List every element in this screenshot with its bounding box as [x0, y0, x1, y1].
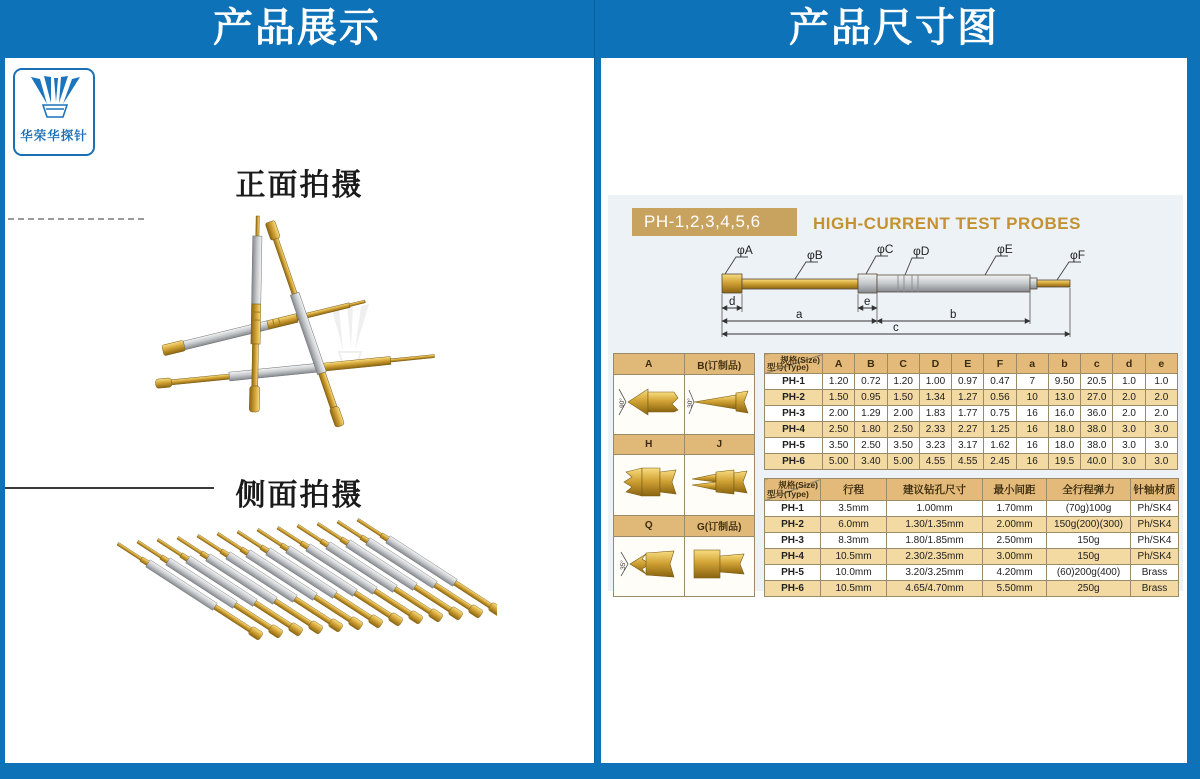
data-tables: [764, 353, 1179, 597]
table-cell: 18.0: [1048, 438, 1080, 454]
table-cell: 36.0: [1081, 406, 1113, 422]
column-header: 针轴材质: [1131, 479, 1179, 501]
table-cell: 2.00: [823, 406, 855, 422]
table-cell: 19.5: [1048, 454, 1080, 470]
table-cell: 1.50: [887, 390, 919, 406]
tip-A-icon: [616, 382, 682, 422]
table-cell: 2.50: [887, 422, 919, 438]
table-cell: 13.0: [1048, 390, 1080, 406]
table-cell: 150g: [1047, 533, 1131, 549]
table-cell: (60)200g(400): [1047, 565, 1131, 581]
tip-label: Q: [614, 515, 685, 536]
right-panel-content: [601, 58, 1187, 763]
tip-style-table: [613, 353, 755, 597]
table-cell: 0.95: [855, 390, 887, 406]
table-cell: 4.55: [952, 454, 984, 470]
table-cell: 3.40: [855, 454, 887, 470]
side-shot-label: 侧面拍摄: [235, 479, 364, 512]
table-cell: 38.0: [1081, 422, 1113, 438]
table-cell: 1.70mm: [983, 501, 1047, 517]
table-cell: 2.27: [952, 422, 984, 438]
table-cell: Ph/SK4: [1131, 533, 1179, 549]
svg-text:φC: φC: [877, 242, 894, 256]
table-cell: 1.83: [919, 406, 951, 422]
table-cell: 0.72: [855, 374, 887, 390]
column-header: E: [952, 354, 984, 374]
table-cell: 3.5mm: [821, 501, 887, 517]
svg-text:90°: 90°: [618, 398, 626, 409]
model-banner: PH-1,2,3,4,5,6: [632, 208, 797, 236]
table-cell: 3.0: [1145, 438, 1177, 454]
svg-text:φD: φD: [913, 244, 930, 258]
table-cell: 3.0: [1113, 438, 1145, 454]
table-cell: 3.17: [952, 438, 984, 454]
table-cell: 1.0: [1113, 374, 1145, 390]
tip-B-icon: [686, 382, 752, 422]
table-cell: 3.50: [887, 438, 919, 454]
svg-text:e: e: [864, 296, 871, 308]
series-title: HIGH-CURRENT TEST PROBES: [813, 214, 1081, 233]
watermark-icon: [331, 304, 369, 364]
row-type: PH-2: [765, 517, 821, 533]
row-type: PH-6: [765, 581, 821, 597]
tip-J-icon: [686, 462, 752, 502]
table-cell: 1.34: [919, 390, 951, 406]
table-cell: 1.20: [823, 374, 855, 390]
row-type: PH-1: [765, 501, 821, 517]
table-cell: 27.0: [1081, 390, 1113, 406]
tip-label: J: [684, 435, 755, 455]
table-cell: 1.25: [984, 422, 1016, 438]
row-type: PH-2: [765, 390, 823, 406]
table-cell: 3.0: [1113, 454, 1145, 470]
side-photo: [117, 508, 497, 758]
corner-cell: 规格(Size) 型号(Type): [765, 479, 821, 501]
table-cell: 16: [1016, 438, 1048, 454]
row-type: PH-5: [765, 565, 821, 581]
row-type: PH-4: [765, 422, 823, 438]
tables-area: [613, 353, 1179, 597]
table-cell: 5.00: [887, 454, 919, 470]
table-cell: 5.50mm: [983, 581, 1047, 597]
column-header: d: [1113, 354, 1145, 374]
table-cell: 20.5: [1081, 374, 1113, 390]
left-panel-title: 产品展示: [0, 0, 594, 58]
probe-drawing: [608, 241, 1183, 351]
corner-cell: 规格(Size) 型号(Type): [765, 354, 823, 374]
table-cell: 2.33: [919, 422, 951, 438]
row-type: PH-5: [765, 438, 823, 454]
table-cell: (70g)100g: [1047, 501, 1131, 517]
table-cell: 1.50: [823, 390, 855, 406]
table-cell: 18.0: [1048, 422, 1080, 438]
row-type: PH-4: [765, 549, 821, 565]
tip-H-icon: [616, 462, 682, 502]
table-cell: 2.50: [855, 438, 887, 454]
table-cell: 6.0mm: [821, 517, 887, 533]
svg-text:30°: 30°: [687, 398, 695, 409]
column-header: 行程: [821, 479, 887, 501]
table-cell: 0.75: [984, 406, 1016, 422]
table-cell: 3.50: [823, 438, 855, 454]
row-type: PH-3: [765, 533, 821, 549]
table-cell: 40.0: [1081, 454, 1113, 470]
row-type: PH-3: [765, 406, 823, 422]
table-cell: 2.00: [887, 406, 919, 422]
column-header: c: [1081, 354, 1113, 374]
crown-logo-icon: [23, 74, 85, 124]
table-cell: 3.0: [1113, 422, 1145, 438]
table-cell: 4.55: [919, 454, 951, 470]
table-cell: 16.0: [1048, 406, 1080, 422]
table-cell: 4.65/4.70mm: [887, 581, 983, 597]
table-cell: 0.47: [984, 374, 1016, 390]
table-cell: Ph/SK4: [1131, 549, 1179, 565]
column-header: C: [887, 354, 919, 374]
table-cell: 4.20mm: [983, 565, 1047, 581]
column-header: F: [984, 354, 1016, 374]
column-header: 全行程弹力: [1047, 479, 1131, 501]
table-cell: 3.00mm: [983, 549, 1047, 565]
table-cell: 1.29: [855, 406, 887, 422]
tip-label: B(订制品): [684, 354, 755, 375]
table-cell: 1.30/1.35mm: [887, 517, 983, 533]
table-cell: Brass: [1131, 581, 1179, 597]
table-cell: 2.0: [1145, 390, 1177, 406]
row-type: PH-6: [765, 454, 823, 470]
table-cell: 10.0mm: [821, 565, 887, 581]
tip-G-icon: [686, 544, 752, 584]
spec-table: [764, 478, 1179, 597]
table-cell: 16: [1016, 406, 1048, 422]
table-cell: 1.77: [952, 406, 984, 422]
column-header: 最小间距: [983, 479, 1047, 501]
svg-text:35°: 35°: [619, 559, 627, 570]
table-cell: 3.0: [1145, 422, 1177, 438]
table-cell: 7: [1016, 374, 1048, 390]
table-cell: 1.80: [855, 422, 887, 438]
table-cell: 250g: [1047, 581, 1131, 597]
table-cell: 38.0: [1081, 438, 1113, 454]
row-type: PH-1: [765, 374, 823, 390]
table-cell: 2.45: [984, 454, 1016, 470]
table-cell: 150g: [1047, 549, 1131, 565]
table-cell: 10.5mm: [821, 549, 887, 565]
table-cell: 2.0: [1113, 390, 1145, 406]
table-cell: 9.50: [1048, 374, 1080, 390]
dimension-table: [764, 353, 1178, 470]
column-header: e: [1145, 354, 1177, 374]
svg-text:c: c: [893, 322, 899, 334]
svg-text:φA: φA: [737, 243, 753, 257]
tip-Q-icon: [616, 544, 682, 584]
table-cell: 1.27: [952, 390, 984, 406]
table-cell: 1.80/1.85mm: [887, 533, 983, 549]
table-cell: 2.50: [823, 422, 855, 438]
table-cell: 3.20/3.25mm: [887, 565, 983, 581]
table-cell: Ph/SK4: [1131, 517, 1179, 533]
table-cell: 10.5mm: [821, 581, 887, 597]
front-photo: [93, 210, 523, 472]
product-display-panel: [0, 0, 594, 763]
table-cell: Brass: [1131, 565, 1179, 581]
table-cell: 8.3mm: [821, 533, 887, 549]
table-cell: 2.0: [1113, 406, 1145, 422]
table-cell: 3.0: [1145, 454, 1177, 470]
tip-label: A: [614, 354, 685, 375]
dimension-diagram: [608, 195, 1183, 594]
svg-text:a: a: [796, 309, 803, 321]
table-cell: 1.00: [919, 374, 951, 390]
table-cell: 10: [1016, 390, 1048, 406]
table-cell: 2.30/2.35mm: [887, 549, 983, 565]
dimension-panel: [601, 0, 1187, 763]
table-cell: 2.00mm: [983, 517, 1047, 533]
column-header: A: [823, 354, 855, 374]
column-header: B: [855, 354, 887, 374]
left-panel-content: [5, 58, 594, 763]
front-shot-label: 正面拍摄: [235, 169, 364, 202]
company-logo: [13, 68, 95, 156]
column-header: 建议钻孔尺寸: [887, 479, 983, 501]
column-header: a: [1016, 354, 1048, 374]
table-cell: 1.62: [984, 438, 1016, 454]
table-cell: 0.56: [984, 390, 1016, 406]
table-cell: 0.97: [952, 374, 984, 390]
tip-label: H: [614, 435, 685, 455]
company-name: 华荣华探针: [20, 129, 88, 143]
table-cell: 1.00mm: [887, 501, 983, 517]
table-cell: 16: [1016, 422, 1048, 438]
svg-text:b: b: [950, 309, 957, 321]
column-header: D: [919, 354, 951, 374]
table-cell: 1.0: [1145, 374, 1177, 390]
table-cell: 3.23: [919, 438, 951, 454]
table-cell: Ph/SK4: [1131, 501, 1179, 517]
table-cell: 2.0: [1145, 406, 1177, 422]
column-header: b: [1048, 354, 1080, 374]
table-cell: 16: [1016, 454, 1048, 470]
svg-text:d: d: [729, 296, 736, 308]
table-cell: 1.20: [887, 374, 919, 390]
tip-label: G(订制品): [684, 515, 755, 536]
svg-text:φF: φF: [1070, 248, 1086, 262]
table-cell: 150g(200)(300): [1047, 517, 1131, 533]
table-cell: 2.50mm: [983, 533, 1047, 549]
right-panel-title: 产品尺寸图: [601, 0, 1187, 58]
svg-text:φE: φE: [997, 242, 1013, 256]
svg-text:φB: φB: [807, 248, 823, 262]
table-cell: 5.00: [823, 454, 855, 470]
